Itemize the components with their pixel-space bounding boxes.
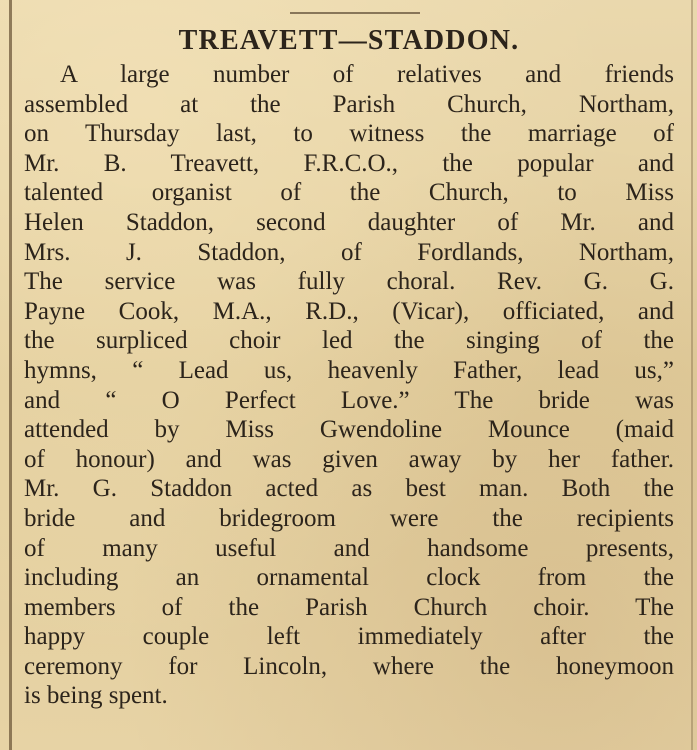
article-line: assembled at the Parish Church, Northam, (24, 90, 674, 118)
article-line: and “ O Perfect Love.” The bride was (24, 386, 674, 414)
article-headline: TREAVETT—STADDON. (178, 25, 520, 56)
article-line: the surpliced choir led the singing of the (24, 327, 674, 355)
article-line: on Thursday last, to witness the marriage of (24, 120, 674, 148)
article-line: Helen Staddon, second daughter of Mr. and (24, 208, 674, 236)
article-line: of honour) and was given away by her father. (24, 445, 674, 473)
article-line: Mrs. J. Staddon, of Fordlands, Northam, (24, 238, 674, 266)
article-line: Mr. G. Staddon acted as best man. Both the (24, 475, 674, 503)
article-line: is being spent. (24, 682, 168, 710)
article-line: Payne Cook, M.A., R.D., (Vicar), officiated, and (24, 297, 674, 325)
section-divider-rule (290, 12, 420, 14)
article-line: happy couple left immediately after the (24, 623, 674, 651)
article-line: A large number of relatives and friends (60, 61, 674, 88)
article-line: talented organist of the Church, to Miss (24, 179, 674, 207)
article-body (24, 60, 674, 711)
article-line: Mr. B. Treavett, F.R.C.O., the popular and (24, 149, 674, 177)
article-line: attended by Miss Gwendoline Mounce (maid (24, 416, 674, 444)
article-line: ceremony for Lincoln, where the honeymoon (24, 652, 674, 680)
article-line: of many useful and handsome presents, (24, 534, 674, 562)
column-rule-left (9, 0, 12, 750)
article (24, 24, 674, 711)
column-rule-right (691, 0, 693, 750)
article-line: including an ornamental clock from the (24, 564, 674, 592)
article-line: The service was fully choral. Rev. G. G. (24, 268, 674, 296)
article-line: hymns, “ Lead us, heavenly Father, lead us,” (24, 356, 674, 384)
article-line: members of the Parish Church choir. The (24, 593, 674, 621)
article-line: bride and bridegroom were the recipients (24, 504, 674, 532)
